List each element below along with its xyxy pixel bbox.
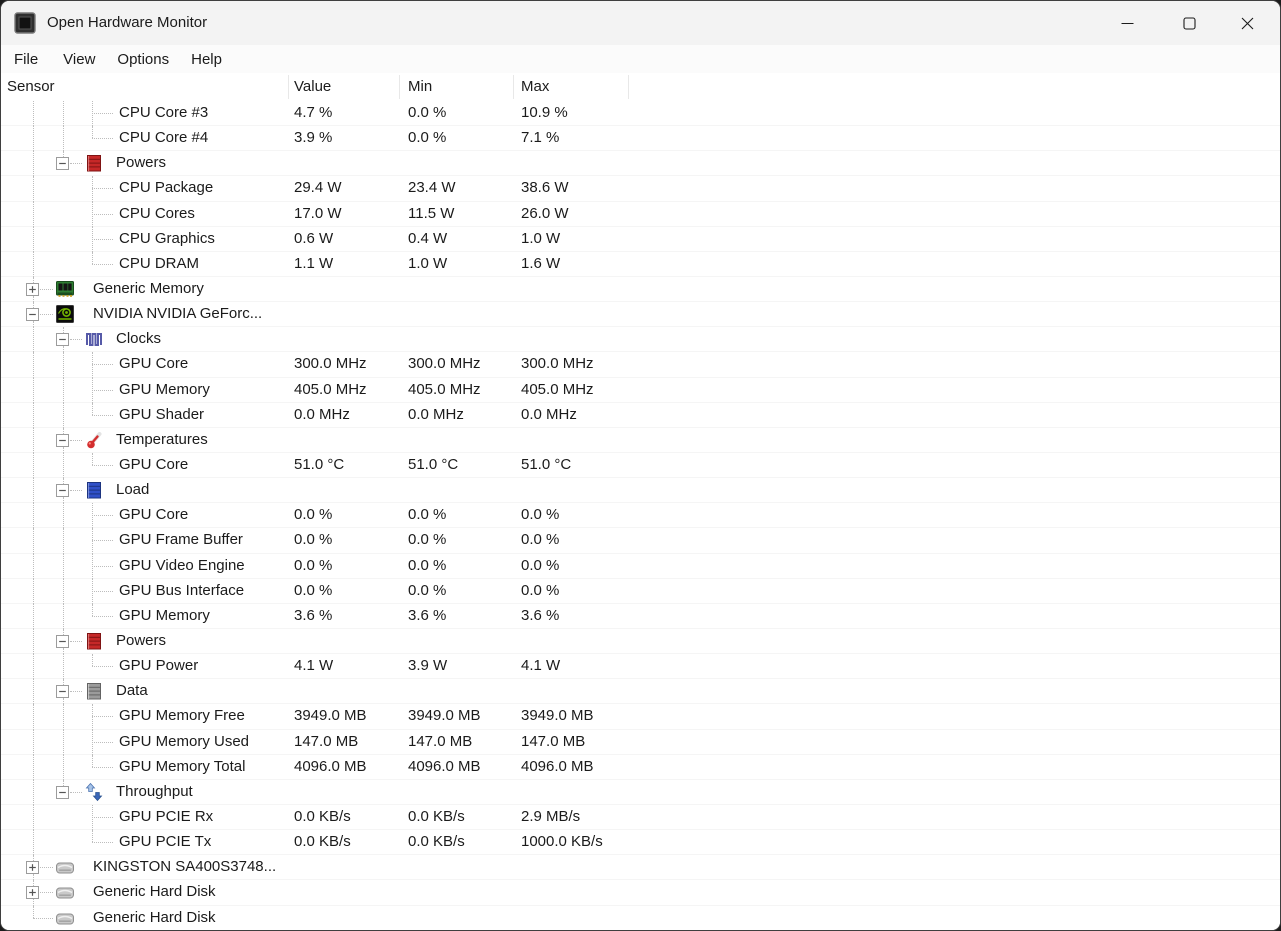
tree-line bbox=[33, 503, 34, 528]
sensor-min: 3.9 W bbox=[408, 657, 448, 675]
sensor-min: 4096.0 MB bbox=[408, 757, 481, 775]
tree-line bbox=[33, 478, 34, 503]
tree-line bbox=[92, 138, 114, 139]
tree-line bbox=[33, 227, 34, 252]
tree-line bbox=[33, 704, 34, 729]
sensor-min: 23.4 W bbox=[408, 179, 456, 197]
sensor-value: 3949.0 MB bbox=[294, 707, 367, 725]
load-icon bbox=[84, 480, 104, 500]
hdd-icon bbox=[55, 857, 75, 877]
tree-row[interactable] bbox=[1, 378, 1280, 403]
sensor-value: 51.0 °C bbox=[294, 455, 345, 473]
sensor-label: Temperatures bbox=[116, 430, 208, 448]
sensor-tree bbox=[1, 101, 1280, 931]
tree-row[interactable] bbox=[1, 528, 1280, 553]
tree-line bbox=[40, 892, 54, 893]
tree-line bbox=[33, 378, 34, 403]
sensor-label: GPU Memory Used bbox=[119, 732, 250, 750]
column-header-sensor[interactable]: Sensor bbox=[7, 78, 55, 95]
tree-row[interactable] bbox=[1, 101, 1280, 126]
tree-row[interactable] bbox=[1, 629, 1280, 654]
sensor-value: 0.0 % bbox=[294, 531, 333, 549]
tree-line bbox=[92, 540, 114, 541]
sensor-max: 0.0 % bbox=[521, 581, 560, 599]
tree-line bbox=[63, 126, 64, 151]
tree-line bbox=[63, 730, 64, 755]
column-header-value[interactable]: Value bbox=[294, 78, 332, 95]
power-icon bbox=[84, 153, 104, 173]
menu-item-options[interactable]: Options bbox=[117, 50, 170, 68]
collapse-icon[interactable] bbox=[56, 333, 69, 346]
tree-line bbox=[92, 415, 114, 416]
collapse-icon[interactable] bbox=[56, 786, 69, 799]
collapse-icon[interactable] bbox=[26, 308, 39, 321]
tree-line bbox=[92, 616, 114, 617]
tree-row[interactable] bbox=[1, 503, 1280, 528]
tree-line bbox=[33, 604, 34, 629]
sensor-min: 0.4 W bbox=[408, 229, 448, 247]
sensor-max: 1.6 W bbox=[521, 254, 561, 272]
sensor-value: 0.0 % bbox=[294, 581, 333, 599]
sensor-label: CPU Cores bbox=[119, 204, 195, 222]
sensor-value: 29.4 W bbox=[294, 179, 342, 197]
tree-line bbox=[92, 830, 93, 842]
sensor-max: 1000.0 KB/s bbox=[521, 833, 603, 851]
tree-line bbox=[33, 202, 34, 227]
expand-icon[interactable] bbox=[26, 861, 39, 874]
sensor-max: 0.0 % bbox=[521, 556, 560, 574]
collapse-icon[interactable] bbox=[56, 157, 69, 170]
sensor-max: 0.0 % bbox=[521, 506, 560, 524]
tree-line bbox=[92, 742, 114, 743]
tree-row[interactable] bbox=[1, 478, 1280, 503]
tree-line bbox=[92, 591, 114, 592]
tree-line bbox=[33, 629, 34, 654]
tree-line bbox=[63, 554, 64, 579]
tree-line bbox=[92, 126, 93, 138]
sensor-label: Clocks bbox=[116, 330, 162, 348]
collapse-icon[interactable] bbox=[56, 484, 69, 497]
power-icon bbox=[84, 631, 104, 651]
sensor-max: 300.0 MHz bbox=[521, 355, 594, 373]
column-separator[interactable] bbox=[399, 75, 400, 99]
tree-line bbox=[92, 755, 93, 767]
maximize-icon bbox=[1182, 16, 1197, 31]
tree-line bbox=[33, 906, 34, 918]
tree-line bbox=[92, 654, 93, 666]
minimize-icon bbox=[1120, 16, 1135, 31]
sensor-value: 0.0 KB/s bbox=[294, 833, 351, 851]
sensor-max: 2.9 MB/s bbox=[521, 807, 581, 825]
sensor-value: 17.0 W bbox=[294, 204, 342, 222]
collapse-icon[interactable] bbox=[56, 434, 69, 447]
tree-line bbox=[92, 604, 93, 616]
sensor-value: 0.0 MHz bbox=[294, 405, 350, 423]
tree-line bbox=[40, 867, 54, 868]
expand-icon[interactable] bbox=[26, 283, 39, 296]
sensor-min: 0.0 % bbox=[408, 129, 447, 147]
sensor-label: GPU Bus Interface bbox=[119, 581, 245, 599]
tree-line bbox=[92, 214, 114, 215]
tree-line bbox=[33, 679, 34, 704]
tree-line bbox=[33, 327, 34, 352]
tree-line bbox=[92, 515, 114, 516]
sensor-value: 1.1 W bbox=[294, 254, 334, 272]
close-icon bbox=[1240, 16, 1255, 31]
tree-line bbox=[70, 490, 83, 491]
tree-line bbox=[33, 654, 34, 679]
menu-bar bbox=[1, 45, 1280, 73]
tree-line bbox=[63, 528, 64, 553]
tree-line bbox=[70, 440, 83, 441]
tree-row[interactable] bbox=[1, 679, 1280, 704]
tree-row[interactable] bbox=[1, 704, 1280, 729]
tree-row[interactable] bbox=[1, 227, 1280, 252]
tree-line bbox=[63, 352, 64, 377]
sensor-max: 3.6 % bbox=[521, 606, 560, 624]
tree-line bbox=[92, 465, 114, 466]
tree-row[interactable] bbox=[1, 302, 1280, 327]
tree-row[interactable] bbox=[1, 277, 1280, 302]
column-separator[interactable] bbox=[628, 75, 629, 99]
sensor-label: GPU PCIE Rx bbox=[119, 807, 214, 825]
sensor-label: Generic Hard Disk bbox=[93, 883, 216, 901]
sensor-value: 0.0 % bbox=[294, 556, 333, 574]
tree-line bbox=[92, 566, 114, 567]
tree-line bbox=[92, 817, 114, 818]
sensor-max: 51.0 °C bbox=[521, 455, 572, 473]
column-separator[interactable] bbox=[513, 75, 514, 99]
sensor-min: 0.0 KB/s bbox=[408, 833, 465, 851]
sensor-label: GPU Memory Free bbox=[119, 707, 245, 725]
throughput-icon bbox=[84, 782, 104, 802]
tree-row[interactable] bbox=[1, 780, 1280, 805]
sensor-min: 0.0 KB/s bbox=[408, 807, 465, 825]
tree-row[interactable] bbox=[1, 176, 1280, 201]
sensor-label: GPU Memory Total bbox=[119, 757, 246, 775]
collapse-icon[interactable] bbox=[56, 685, 69, 698]
sensor-max: 3949.0 MB bbox=[521, 707, 594, 725]
sensor-max: 0.0 MHz bbox=[521, 405, 577, 423]
sensor-min: 300.0 MHz bbox=[408, 355, 481, 373]
sensor-label: CPU Graphics bbox=[119, 229, 215, 247]
sensor-label: Throughput bbox=[116, 782, 193, 800]
sensor-label: CPU Core #3 bbox=[119, 104, 209, 121]
sensor-min: 0.0 % bbox=[408, 531, 447, 549]
sensor-label: Load bbox=[116, 481, 150, 499]
sensor-min: 147.0 MB bbox=[408, 732, 473, 750]
tree-line bbox=[63, 604, 64, 629]
tree-line bbox=[92, 716, 114, 717]
tree-line bbox=[33, 126, 34, 151]
tree-line bbox=[63, 704, 64, 729]
sensor-label: CPU DRAM bbox=[119, 254, 200, 272]
tree-line bbox=[33, 176, 34, 201]
sensor-value: 0.0 % bbox=[294, 506, 333, 524]
sensor-value: 4096.0 MB bbox=[294, 757, 367, 775]
tree-line bbox=[63, 503, 64, 528]
sensor-min: 0.0 % bbox=[408, 556, 447, 574]
column-separator[interactable] bbox=[288, 75, 289, 99]
tree-line bbox=[92, 390, 114, 391]
tree-line bbox=[92, 252, 93, 264]
tree-line bbox=[92, 453, 93, 465]
ram-icon bbox=[55, 279, 75, 299]
tree-row[interactable] bbox=[1, 151, 1280, 176]
tree-row[interactable] bbox=[1, 880, 1280, 905]
tree-row[interactable] bbox=[1, 453, 1280, 478]
tree-line bbox=[33, 101, 34, 126]
tree-line bbox=[63, 378, 64, 403]
sensor-min: 0.0 MHz bbox=[408, 405, 464, 423]
sensor-min: 0.0 % bbox=[408, 506, 447, 524]
tree-row[interactable] bbox=[1, 730, 1280, 755]
sensor-label: GPU Core bbox=[119, 455, 189, 473]
tree-line bbox=[63, 453, 64, 478]
sensor-max: 26.0 W bbox=[521, 204, 569, 222]
temperature-icon bbox=[84, 430, 104, 450]
sensor-value: 3.6 % bbox=[294, 606, 333, 624]
tree-row[interactable] bbox=[1, 428, 1280, 453]
tree-line bbox=[92, 188, 114, 189]
window-title: Open Hardware Monitor bbox=[47, 14, 208, 31]
sensor-min: 0.0 % bbox=[408, 104, 447, 121]
tree-line bbox=[92, 239, 114, 240]
sensor-value: 0.6 W bbox=[294, 229, 334, 247]
tree-line bbox=[33, 830, 34, 855]
sensor-max: 10.9 % bbox=[521, 104, 568, 121]
maximize-button[interactable] bbox=[1160, 1, 1218, 45]
tree-line bbox=[92, 842, 114, 843]
sensor-label: GPU Core bbox=[119, 355, 189, 373]
tree-line bbox=[33, 528, 34, 553]
tree-line bbox=[63, 579, 64, 604]
sensor-max: 4096.0 MB bbox=[521, 757, 594, 775]
tree-line bbox=[63, 101, 64, 126]
sensor-min: 51.0 °C bbox=[408, 455, 459, 473]
hdd-icon bbox=[55, 908, 75, 928]
sensor-value: 405.0 MHz bbox=[294, 380, 367, 398]
tree-row[interactable] bbox=[1, 755, 1280, 780]
menu-item-file[interactable]: File bbox=[14, 50, 39, 68]
sensor-min: 11.5 W bbox=[408, 204, 455, 222]
nvidia-icon bbox=[55, 304, 75, 324]
sensor-label: GPU PCIE Tx bbox=[119, 833, 212, 851]
hdd-icon bbox=[55, 882, 75, 902]
column-header-row bbox=[1, 73, 1280, 102]
app-icon bbox=[14, 12, 36, 34]
sensor-label: GPU Frame Buffer bbox=[119, 531, 243, 549]
tree-line bbox=[33, 805, 34, 830]
tree-line bbox=[33, 453, 34, 478]
tree-line bbox=[40, 314, 54, 315]
close-button[interactable] bbox=[1218, 1, 1276, 45]
sensor-label: Generic Memory bbox=[93, 279, 204, 297]
tree-line bbox=[33, 403, 34, 428]
tree-row[interactable] bbox=[1, 202, 1280, 227]
column-header-min[interactable]: Min bbox=[408, 78, 433, 95]
sensor-min: 1.0 W bbox=[408, 254, 448, 272]
tree-line bbox=[63, 403, 64, 428]
tree-line bbox=[33, 252, 34, 277]
tree-row[interactable] bbox=[1, 579, 1280, 604]
sensor-min: 0.0 % bbox=[408, 581, 447, 599]
tree-row[interactable] bbox=[1, 805, 1280, 830]
tree-line bbox=[70, 641, 83, 642]
expand-icon[interactable] bbox=[26, 886, 39, 899]
tree-line bbox=[92, 264, 114, 265]
sensor-label: GPU Shader bbox=[119, 405, 205, 423]
sensor-label: CPU Core #4 bbox=[119, 129, 209, 147]
tree-line bbox=[92, 113, 114, 114]
tree-row[interactable] bbox=[1, 654, 1280, 679]
tree-line bbox=[92, 666, 114, 667]
sensor-max: 7.1 % bbox=[521, 129, 560, 147]
clock-icon bbox=[84, 329, 104, 349]
column-header-max[interactable]: Max bbox=[521, 78, 550, 95]
sensor-label: GPU Video Engine bbox=[119, 556, 245, 574]
tree-row[interactable] bbox=[1, 554, 1280, 579]
tree-line bbox=[33, 780, 34, 805]
sensor-min: 3949.0 MB bbox=[408, 707, 481, 725]
sensor-label: GPU Core bbox=[119, 506, 189, 524]
sensor-label: Powers bbox=[116, 631, 167, 649]
tree-line bbox=[40, 289, 54, 290]
sensor-value: 3.9 % bbox=[294, 129, 333, 147]
tree-line bbox=[33, 579, 34, 604]
menu-item-help[interactable]: Help bbox=[191, 50, 222, 68]
tree-line bbox=[63, 755, 64, 780]
tree-line bbox=[92, 403, 93, 415]
sensor-value: 4.1 W bbox=[294, 657, 334, 675]
tree-row[interactable] bbox=[1, 352, 1280, 377]
sensor-label: GPU Power bbox=[119, 657, 199, 675]
sensor-min: 405.0 MHz bbox=[408, 380, 481, 398]
tree-line bbox=[33, 428, 34, 453]
tree-row[interactable] bbox=[1, 126, 1280, 151]
tree-row[interactable] bbox=[1, 403, 1280, 428]
tree-row[interactable] bbox=[1, 906, 1280, 931]
data-icon bbox=[84, 681, 104, 701]
tree-line bbox=[70, 339, 83, 340]
tree-line bbox=[33, 151, 34, 176]
sensor-label: Generic Hard Disk bbox=[93, 908, 216, 926]
sensor-min: 3.6 % bbox=[408, 606, 447, 624]
sensor-label: NVIDIA NVIDIA GeForc... bbox=[93, 305, 263, 323]
tree-row[interactable] bbox=[1, 855, 1280, 880]
sensor-value: 4.7 % bbox=[294, 104, 333, 121]
tree-line bbox=[33, 352, 34, 377]
tree-line bbox=[33, 554, 34, 579]
tree-line bbox=[33, 755, 34, 780]
sensor-label: KINGSTON SA400S3748... bbox=[93, 858, 277, 876]
tree-row[interactable] bbox=[1, 327, 1280, 352]
minimize-button[interactable] bbox=[1098, 1, 1156, 45]
sensor-value: 0.0 KB/s bbox=[294, 807, 351, 825]
sensor-max: 147.0 MB bbox=[521, 732, 586, 750]
tree-line bbox=[70, 792, 83, 793]
sensor-max: 38.6 W bbox=[521, 179, 569, 197]
tree-row[interactable] bbox=[1, 252, 1280, 277]
sensor-value: 147.0 MB bbox=[294, 732, 359, 750]
tree-line bbox=[63, 654, 64, 679]
sensor-label: GPU Memory bbox=[119, 380, 210, 398]
tree-line bbox=[33, 918, 54, 919]
tree-line bbox=[33, 730, 34, 755]
title-bar[interactable] bbox=[1, 1, 1280, 46]
menu-item-view[interactable]: View bbox=[63, 50, 96, 68]
tree-row[interactable] bbox=[1, 830, 1280, 855]
sensor-label: Powers bbox=[116, 154, 167, 172]
sensor-max: 405.0 MHz bbox=[521, 380, 594, 398]
tree-row[interactable] bbox=[1, 604, 1280, 629]
sensor-max: 1.0 W bbox=[521, 229, 561, 247]
collapse-icon[interactable] bbox=[56, 635, 69, 648]
tree-line bbox=[92, 767, 114, 768]
sensor-label: Data bbox=[116, 682, 148, 700]
sensor-value: 300.0 MHz bbox=[294, 355, 367, 373]
sensor-max: 0.0 % bbox=[521, 531, 560, 549]
tree-line bbox=[70, 691, 83, 692]
sensor-label: GPU Memory bbox=[119, 606, 210, 624]
sensor-label: CPU Package bbox=[119, 179, 214, 197]
sensor-max: 4.1 W bbox=[521, 657, 561, 675]
tree-line bbox=[92, 364, 114, 365]
tree-line bbox=[70, 163, 83, 164]
